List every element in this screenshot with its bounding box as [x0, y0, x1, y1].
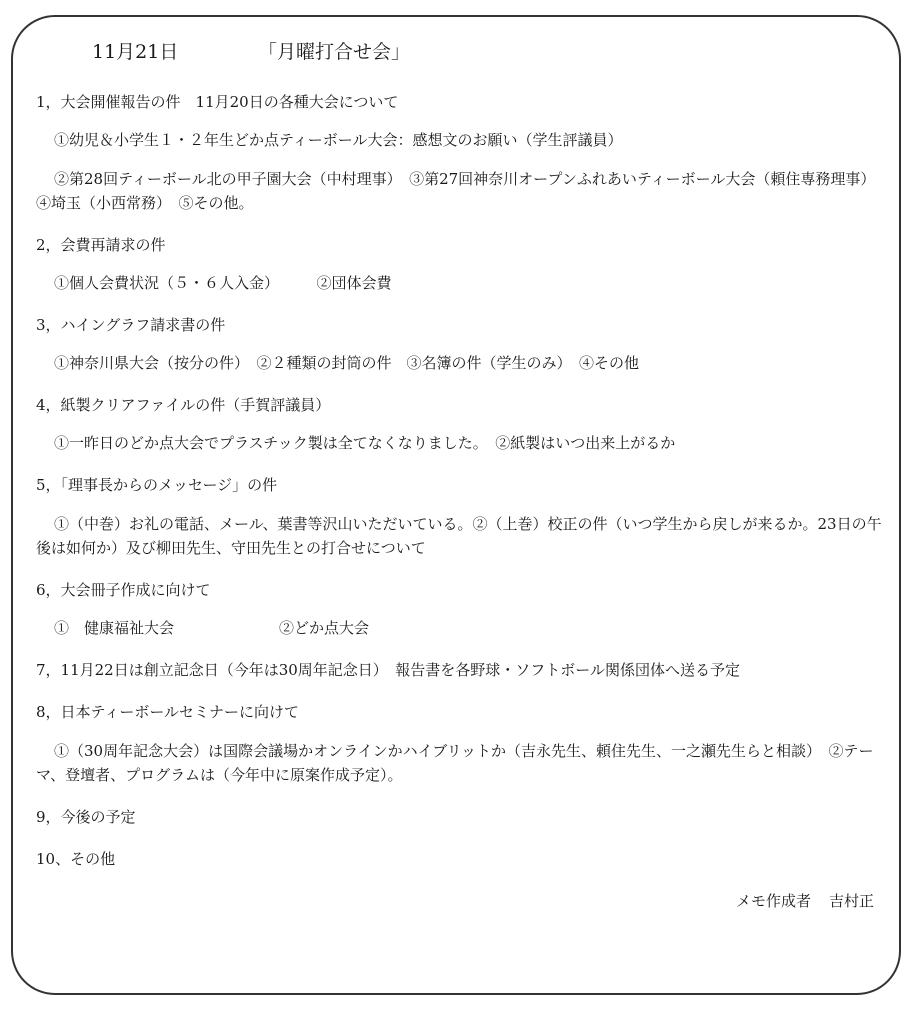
- agenda-item-2-heading: 2，会費再請求の件: [36, 236, 166, 254]
- page-title: [92, 32, 884, 72]
- meeting-name: 「月曜打合せ会」: [258, 41, 411, 63]
- author-name: 吉村正: [828, 892, 874, 910]
- agenda-item-4-heading: 4，紙製クリアファイルの件（手賀評議員）: [36, 396, 331, 414]
- agenda-item-2-line-1: ①個人会費状況（５・６人入金） ②団体会費: [54, 274, 392, 292]
- agenda-item-5-heading: 5，「理事長からのメッセージ」の件: [36, 476, 278, 494]
- agenda-item-3-line-1: ①神奈川県大会（按分の件） ②２種類の封筒の件 ③名簿の件（学生のみ） ④その他: [54, 354, 640, 372]
- agenda-item-10-heading: 10、その他: [36, 850, 116, 868]
- agenda-item-6-line-1: ① 健康福祉大会 ②どか点大会: [54, 619, 370, 637]
- agenda-item-1-line-1: ①幼児＆小学生１・２年生どか点ティーボール大会：感想文のお願い（学生評議員）: [54, 131, 623, 149]
- agenda-item-5-line-1: ①（中巻）お礼の電話、メール、葉書等沢山いただいている。②（上巻）校正の件（いつ学生から戻しが来るか。23日の午後は如何か）及び柳田先生、守田先生との打合せについて: [36, 515, 882, 557]
- agenda-item-7-heading: 7，11月22日は創立記念日（今年は30周年記念日） 報告書を各野球・ソフトボール関係団体へ送る予定: [36, 661, 741, 679]
- agenda-item-6-heading: 6，大会冊子作成に向けて: [36, 581, 211, 599]
- memo-author: [36, 890, 884, 913]
- agenda-item-3-heading: 3，ハイングラフ請求書の件: [36, 316, 226, 334]
- agenda-item-1-heading: 1，大会開催報告の件 11月20日の各種大会について: [36, 93, 399, 111]
- agenda-item-9-heading: 9，今後の予定: [36, 808, 136, 826]
- agenda-item-8-line-1: ①（30周年記念大会）は国際会議場かオンラインかハイブリットか（吉永先生、頼住先生、一之瀬先生らと相談） ②テーマ、登壇者、プログラムは（今年中に原案作成予定）。: [36, 742, 874, 784]
- agenda-item-4-line-1: ①一昨日のどか点大会でプラスチック製は全てなくなりました。 ②紙製はいつ出来上がるか: [54, 434, 676, 452]
- agenda-item-8-heading: 8，日本ティーボールセミナーに向けて: [36, 703, 300, 721]
- meeting-date: 11月21日: [92, 41, 179, 63]
- memo-body: [36, 32, 884, 913]
- agenda-item-1-line-2: ②第28回ティーボール北の甲子園大会（中村理事） ③第27回神奈川オープンふれあいティーボール大会（頼住専務理事） ④埼玉（小西常務） ⑤その他。: [36, 170, 883, 212]
- author-label: メモ作成者: [735, 892, 811, 910]
